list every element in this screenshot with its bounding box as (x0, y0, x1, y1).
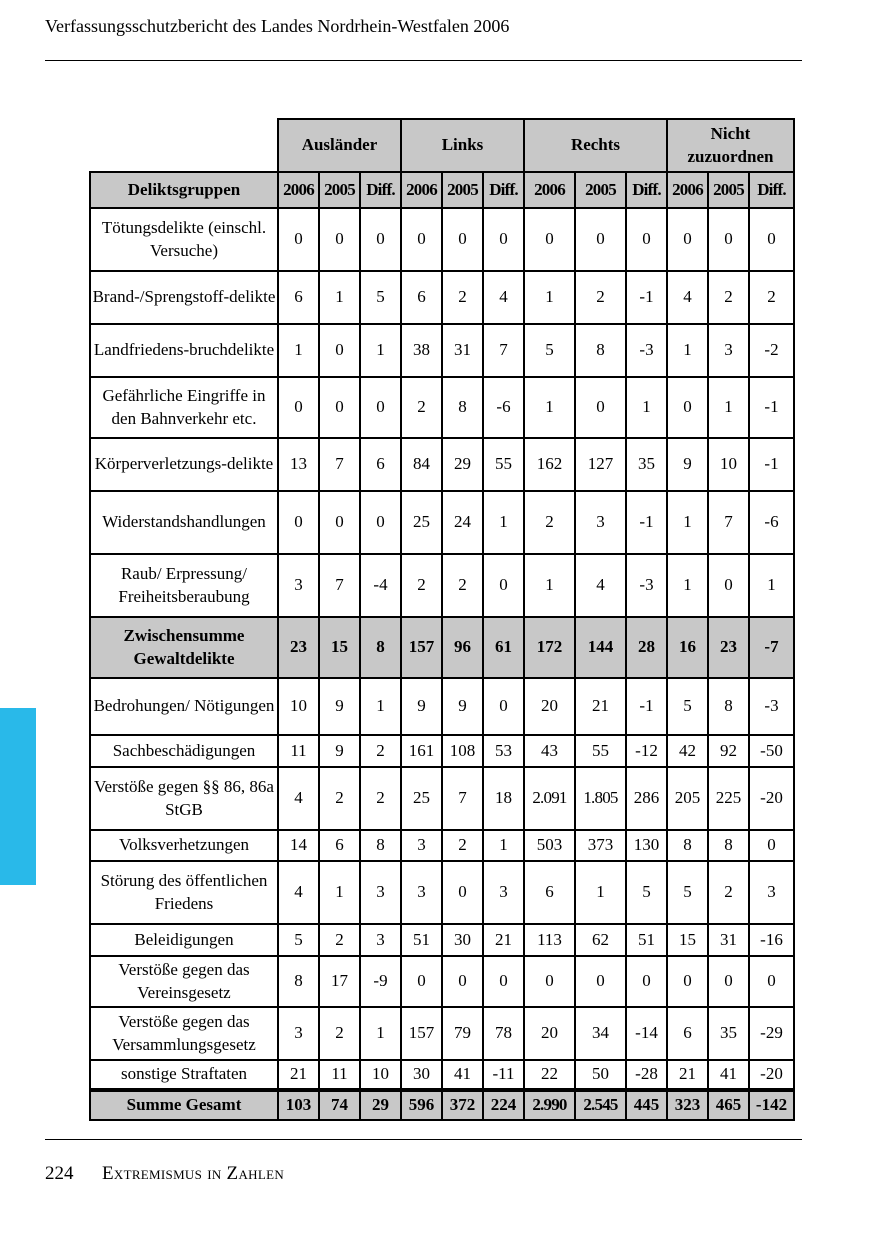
table-cell: 0 (360, 377, 401, 438)
table-cell: 9 (319, 678, 360, 735)
table-cell: 372 (442, 1090, 483, 1120)
table-cell: 1 (749, 554, 794, 617)
table-cell: 161 (401, 735, 442, 767)
row-label: Sachbeschädigungen (90, 735, 278, 767)
table-cell: 1.805 (575, 767, 626, 830)
table-cell: -1 (749, 438, 794, 491)
table-cell: -11 (483, 1060, 524, 1090)
table-cell: 1 (524, 377, 575, 438)
table-cell: -6 (483, 377, 524, 438)
row-label: Zwischensumme Gewaltdelikte (90, 617, 278, 678)
table-cell: 25 (401, 767, 442, 830)
table-cell: 20 (524, 678, 575, 735)
table-cell: 29 (442, 438, 483, 491)
table-cell: 18 (483, 767, 524, 830)
table-cell: 7 (442, 767, 483, 830)
table-cell: 1 (278, 324, 319, 377)
row-label: Landfriedens-bruchdelikte (90, 324, 278, 377)
column-header-auslaender-2005: 2005 (319, 172, 360, 208)
row-label: Summe Gesamt (90, 1090, 278, 1120)
empty-corner-cell (90, 119, 278, 172)
table-cell: 8 (667, 830, 708, 861)
table-cell: 205 (667, 767, 708, 830)
table-row (90, 830, 794, 861)
table-row (90, 735, 794, 767)
row-label: Körperverletzungs-delikte (90, 438, 278, 491)
table-cell: 1 (667, 554, 708, 617)
table-cell: 2 (442, 830, 483, 861)
section-title: Extremismus in Zahlen (102, 1163, 285, 1184)
table-cell: 0 (319, 491, 360, 554)
table-cell: -1 (749, 377, 794, 438)
table-cell: 1 (667, 324, 708, 377)
table-cell: 3 (708, 324, 749, 377)
table-cell: 5 (667, 861, 708, 924)
table-cell: 5 (360, 271, 401, 324)
table-cell: 0 (667, 377, 708, 438)
table-cell: 0 (442, 956, 483, 1007)
table-cell: 22 (524, 1060, 575, 1090)
column-header-links-diff: Diff. (483, 172, 524, 208)
table-cell: 34 (575, 1007, 626, 1060)
table-cell: 3 (401, 861, 442, 924)
row-label: Verstöße gegen das Vereinsgesetz (90, 956, 278, 1007)
table-cell: 16 (667, 617, 708, 678)
table-cell: 9 (667, 438, 708, 491)
table-cell: 2.545 (575, 1090, 626, 1120)
table-row (90, 1060, 794, 1090)
table-cell: -20 (749, 767, 794, 830)
table-row (90, 438, 794, 491)
table-cell: 130 (626, 830, 667, 861)
table-cell: 53 (483, 735, 524, 767)
table-cell: 35 (626, 438, 667, 491)
table-cell: 8 (278, 956, 319, 1007)
row-label: Verstöße gegen das Versammlungsgesetz (90, 1007, 278, 1060)
table-cell: 2 (524, 491, 575, 554)
table-cell: 2 (442, 271, 483, 324)
table-cell: 84 (401, 438, 442, 491)
table-cell: 8 (442, 377, 483, 438)
table-cell: 0 (319, 324, 360, 377)
table-cell: 1 (483, 491, 524, 554)
table-cell: 5 (667, 678, 708, 735)
table-cell: -50 (749, 735, 794, 767)
table-cell: 0 (401, 956, 442, 1007)
table-cell: 2 (575, 271, 626, 324)
table-row (90, 208, 794, 271)
table-cell: 7 (483, 324, 524, 377)
table-cell: -9 (360, 956, 401, 1007)
table-cell: 1 (626, 377, 667, 438)
table-cell: -142 (749, 1090, 794, 1120)
table-cell: 0 (708, 208, 749, 271)
table-cell: 51 (626, 924, 667, 956)
row-label: Beleidigungen (90, 924, 278, 956)
table-cell: 51 (401, 924, 442, 956)
table-cell: 224 (483, 1090, 524, 1120)
table-cell: 8 (360, 617, 401, 678)
table-cell: 7 (708, 491, 749, 554)
table-cell: 0 (483, 678, 524, 735)
table-cell: 28 (626, 617, 667, 678)
table-cell: 1 (360, 324, 401, 377)
table-cell: 6 (278, 271, 319, 324)
table-cell: 21 (483, 924, 524, 956)
table-cell: -1 (626, 271, 667, 324)
total-row (90, 1090, 794, 1120)
table-cell: 31 (442, 324, 483, 377)
table-cell: 24 (442, 491, 483, 554)
table-cell: 55 (575, 735, 626, 767)
table-row (90, 678, 794, 735)
table-cell: 1 (524, 554, 575, 617)
table-cell: 4 (575, 554, 626, 617)
table-cell: 0 (575, 208, 626, 271)
table-cell: 2 (319, 924, 360, 956)
row-label: Bedrohungen/ Nötigungen (90, 678, 278, 735)
table-cell: 3 (278, 1007, 319, 1060)
column-header-nicht-zuzuordnen-2005: 2005 (708, 172, 749, 208)
table-cell: 10 (278, 678, 319, 735)
column-header-rechts-2006: 2006 (524, 172, 575, 208)
table-cell: -4 (360, 554, 401, 617)
table-cell: 286 (626, 767, 667, 830)
table-cell: 41 (442, 1060, 483, 1090)
table-row (90, 861, 794, 924)
table-cell: 2 (360, 767, 401, 830)
table-cell: 30 (442, 924, 483, 956)
table-row (90, 271, 794, 324)
table-cell: 78 (483, 1007, 524, 1060)
table-cell: 2 (360, 735, 401, 767)
table-cell: 5 (524, 324, 575, 377)
table-cell: -14 (626, 1007, 667, 1060)
table-cell: 0 (401, 208, 442, 271)
table-cell: 1 (667, 491, 708, 554)
table-cell: 8 (360, 830, 401, 861)
table-cell: 2 (401, 377, 442, 438)
table-row (90, 491, 794, 554)
group-header-auslaender: Ausländer (278, 119, 401, 172)
table-cell: 323 (667, 1090, 708, 1120)
table-cell: 79 (442, 1007, 483, 1060)
table-cell: 103 (278, 1090, 319, 1120)
row-label: Volksverhetzungen (90, 830, 278, 861)
table-cell: 6 (401, 271, 442, 324)
table-cell: 21 (278, 1060, 319, 1090)
table-cell: 4 (667, 271, 708, 324)
table-cell: 55 (483, 438, 524, 491)
table-cell: 108 (442, 735, 483, 767)
table-cell: 0 (278, 208, 319, 271)
table-cell: 29 (360, 1090, 401, 1120)
table-row (90, 1007, 794, 1060)
column-header-deliktsgruppen: Deliktsgruppen (90, 172, 278, 208)
table-cell: 0 (278, 377, 319, 438)
table-cell: 2 (319, 1007, 360, 1060)
table-cell: 0 (278, 491, 319, 554)
table-row (90, 924, 794, 956)
table-cell: 11 (319, 1060, 360, 1090)
table-cell: 0 (626, 956, 667, 1007)
table-cell: 30 (401, 1060, 442, 1090)
table-cell: 21 (667, 1060, 708, 1090)
table-cell: 74 (319, 1090, 360, 1120)
table-cell: 1 (319, 861, 360, 924)
page-footer (45, 1163, 284, 1185)
table-cell: 8 (575, 324, 626, 377)
column-header-rechts-diff: Diff. (626, 172, 667, 208)
table-cell: 157 (401, 617, 442, 678)
table-cell: 4 (483, 271, 524, 324)
row-label: Verstöße gegen §§ 86, 86a StGB (90, 767, 278, 830)
table-cell: 14 (278, 830, 319, 861)
table-row (90, 956, 794, 1007)
table-cell: 465 (708, 1090, 749, 1120)
table-cell: 0 (442, 861, 483, 924)
table-cell: 0 (483, 554, 524, 617)
table-cell: 23 (708, 617, 749, 678)
row-label: Gefährliche Eingriffe in den Bahnverkehr etc. (90, 377, 278, 438)
table-cell: 113 (524, 924, 575, 956)
table-cell: 157 (401, 1007, 442, 1060)
group-header-links: Links (401, 119, 524, 172)
table-cell: 35 (708, 1007, 749, 1060)
table-cell: -6 (749, 491, 794, 554)
row-label: Widerstandshandlungen (90, 491, 278, 554)
table-cell: -3 (626, 324, 667, 377)
table-cell: 0 (708, 554, 749, 617)
row-label: sonstige Straftaten (90, 1060, 278, 1090)
table-cell: 0 (442, 208, 483, 271)
table-cell: 1 (360, 678, 401, 735)
table-cell: 42 (667, 735, 708, 767)
table-cell: 7 (319, 554, 360, 617)
table-cell: 6 (667, 1007, 708, 1060)
table-cell: 0 (483, 956, 524, 1007)
footer-rule (45, 1139, 802, 1140)
table-cell: 10 (708, 438, 749, 491)
table-row (90, 554, 794, 617)
table-cell: 0 (319, 208, 360, 271)
table-cell: 2.990 (524, 1090, 575, 1120)
table-cell: 31 (708, 924, 749, 956)
table-cell: 1 (360, 1007, 401, 1060)
side-tab-marker (0, 708, 36, 885)
table-cell: 7 (319, 438, 360, 491)
table-cell: 0 (319, 377, 360, 438)
table-cell: 144 (575, 617, 626, 678)
table-cell: 2.091 (524, 767, 575, 830)
table-cell: 3 (483, 861, 524, 924)
table-cell: -28 (626, 1060, 667, 1090)
row-label: Brand-/Sprengstoff-delikte (90, 271, 278, 324)
table-cell: 61 (483, 617, 524, 678)
column-header-auslaender-diff: Diff. (360, 172, 401, 208)
table-cell: 503 (524, 830, 575, 861)
table-cell: 1 (483, 830, 524, 861)
table-cell: 9 (442, 678, 483, 735)
table-cell: 2 (708, 271, 749, 324)
table-cell: 1 (524, 271, 575, 324)
table-cell: 1 (708, 377, 749, 438)
table-cell: 3 (278, 554, 319, 617)
table-cell: 162 (524, 438, 575, 491)
table-cell: 4 (278, 767, 319, 830)
table-cell: 13 (278, 438, 319, 491)
table-cell: 50 (575, 1060, 626, 1090)
table-cell: 2 (401, 554, 442, 617)
table-cell: -20 (749, 1060, 794, 1090)
table-cell: 9 (319, 735, 360, 767)
table-cell: 25 (401, 491, 442, 554)
table-cell: -1 (626, 491, 667, 554)
table-cell: 0 (626, 208, 667, 271)
table-cell: 172 (524, 617, 575, 678)
table-cell: 3 (749, 861, 794, 924)
table-cell: 3 (575, 491, 626, 554)
table-cell: 0 (749, 830, 794, 861)
row-label: Tötungsdelikte (einschl. Versuche) (90, 208, 278, 271)
table-cell: 6 (524, 861, 575, 924)
table-cell: 1 (575, 861, 626, 924)
column-header-nicht-zuzuordnen-diff: Diff. (749, 172, 794, 208)
table-cell: 2 (749, 271, 794, 324)
table-row (90, 324, 794, 377)
table-row (90, 767, 794, 830)
table-cell: 92 (708, 735, 749, 767)
table-cell: 0 (483, 208, 524, 271)
table-cell: 17 (319, 956, 360, 1007)
page-header: Verfassungsschutzbericht des Landes Nordrhein-Westfalen 2006 (45, 16, 510, 36)
header-rule (45, 60, 802, 61)
table-cell: -12 (626, 735, 667, 767)
table-cell: 96 (442, 617, 483, 678)
table-cell: 3 (360, 861, 401, 924)
table-cell: 0 (667, 208, 708, 271)
column-header-auslaender-2006: 2006 (278, 172, 319, 208)
table-cell: 15 (667, 924, 708, 956)
table-cell: 1 (319, 271, 360, 324)
table-cell: -3 (626, 554, 667, 617)
table-cell: 10 (360, 1060, 401, 1090)
table-cell: 0 (360, 208, 401, 271)
column-header-links-2005: 2005 (442, 172, 483, 208)
table-cell: 11 (278, 735, 319, 767)
table-cell: 0 (708, 956, 749, 1007)
table-cell: 21 (575, 678, 626, 735)
table-row (90, 377, 794, 438)
table-cell: 8 (708, 830, 749, 861)
table-cell: 127 (575, 438, 626, 491)
table-cell: 2 (319, 767, 360, 830)
table-cell: 0 (524, 208, 575, 271)
table-cell: 20 (524, 1007, 575, 1060)
table-cell: 0 (575, 956, 626, 1007)
table-cell: 9 (401, 678, 442, 735)
table-cell: 38 (401, 324, 442, 377)
group-header-rechts: Rechts (524, 119, 667, 172)
table-cell: 43 (524, 735, 575, 767)
table-cell: -16 (749, 924, 794, 956)
table-cell: 0 (360, 491, 401, 554)
row-label: Störung des öffentlichen Friedens (90, 861, 278, 924)
table-cell: 3 (401, 830, 442, 861)
group-header-nicht-zuzuordnen: Nicht zuzuordnen (667, 119, 794, 172)
table-cell: 4 (278, 861, 319, 924)
page-number: 224 (45, 1163, 74, 1184)
table-cell: 62 (575, 924, 626, 956)
table-cell: 41 (708, 1060, 749, 1090)
table-cell: 0 (524, 956, 575, 1007)
table-cell: 5 (626, 861, 667, 924)
table-cell: 15 (319, 617, 360, 678)
column-header-nicht-zuzuordnen-2006: 2006 (667, 172, 708, 208)
column-header-links-2006: 2006 (401, 172, 442, 208)
table-cell: 8 (708, 678, 749, 735)
table-cell: 2 (708, 861, 749, 924)
statistics-table (89, 118, 795, 1121)
table-cell: -2 (749, 324, 794, 377)
table-cell: -3 (749, 678, 794, 735)
table-cell: 0 (749, 208, 794, 271)
table-cell: -29 (749, 1007, 794, 1060)
table-cell: -7 (749, 617, 794, 678)
subtotal-row (90, 617, 794, 678)
table-cell: 3 (360, 924, 401, 956)
table-cell: 373 (575, 830, 626, 861)
table-cell: 225 (708, 767, 749, 830)
table-cell: -1 (626, 678, 667, 735)
table-cell: 6 (360, 438, 401, 491)
table-cell: 2 (442, 554, 483, 617)
table-cell: 0 (749, 956, 794, 1007)
row-label: Raub/ Erpressung/ Freiheitsberaubung (90, 554, 278, 617)
table-cell: 6 (319, 830, 360, 861)
table-cell: 0 (575, 377, 626, 438)
table-cell: 23 (278, 617, 319, 678)
table-cell: 0 (667, 956, 708, 1007)
table-cell: 445 (626, 1090, 667, 1120)
table-cell: 596 (401, 1090, 442, 1120)
column-header-rechts-2005: 2005 (575, 172, 626, 208)
table-cell: 5 (278, 924, 319, 956)
